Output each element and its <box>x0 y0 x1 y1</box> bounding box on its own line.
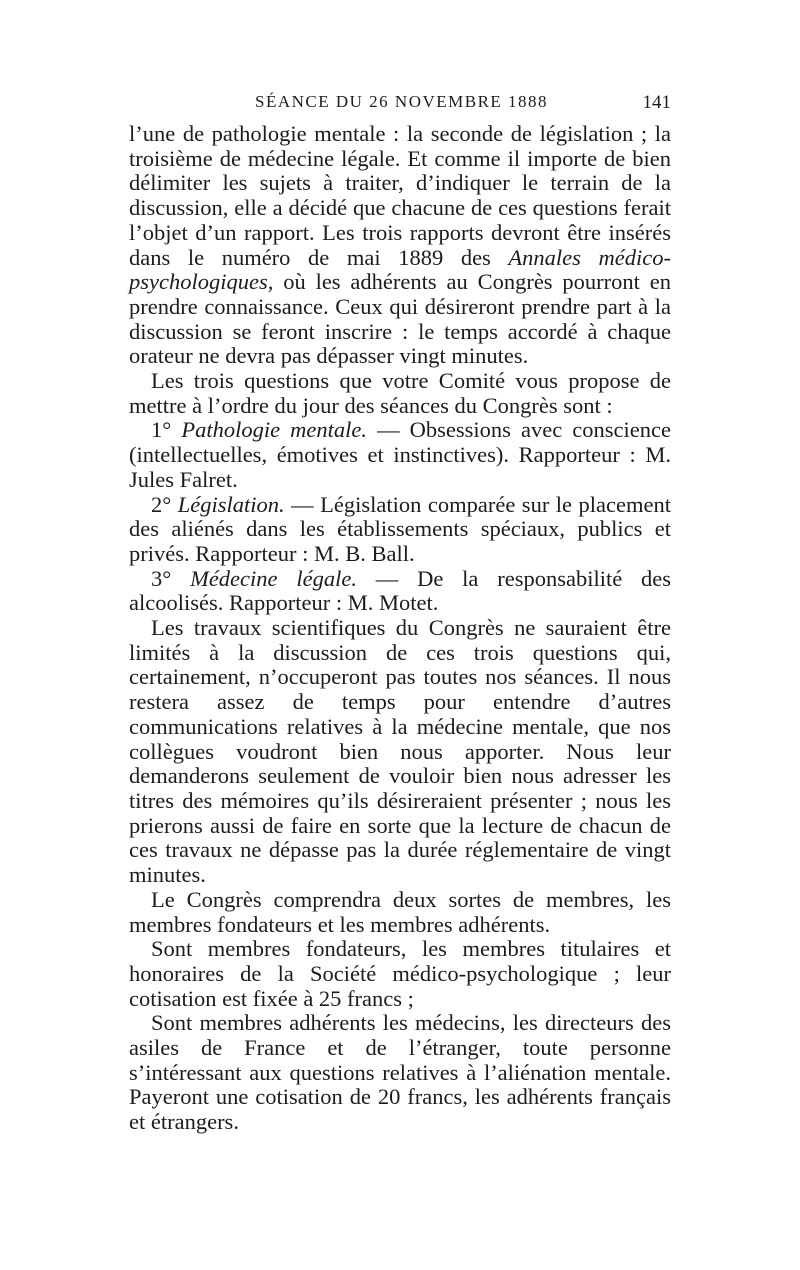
paragraph-questions-intro: Les trois questions que votre Comité vous propose de mettre à l’ordre du jour des séances du Congrès sont : <box>129 368 671 418</box>
question-item-pathology <box>129 418 671 492</box>
item-title: Médecine légale. <box>190 565 357 591</box>
paragraph-membership-types: Le Congrès comprendra deux sortes de membres, les membres fondateurs et les membres adhérents. <box>129 886 671 937</box>
paragraph-committee-decision <box>129 122 671 369</box>
paragraph-adherent-members: Sont membres adhérents les médecins, les directeurs des asiles de France et de l’étranger, toute personne s’intéressant aux questions relatives à l’aliénation mentale. Payeront une cotisation de 20 francs, les adhérents français et étrangers. <box>129 1010 671 1135</box>
item-number: 3° <box>151 565 191 591</box>
item-title: Législation. <box>177 491 285 517</box>
item-text: — Obsessions avec conscience (intellectuelles, émotives et instinctives). Rapporteur : M. Jules Falret. <box>129 417 671 492</box>
paragraph-founding-members: Sont membres fondateurs, les membres titulaires et honoraires de la Société médico-psychologique ; leur cotisation est fixée à 25 francs ; <box>129 936 671 1011</box>
book-page <box>129 92 671 1135</box>
running-head: SÉANCE DU 26 NOVEMBRE 1888 <box>255 92 549 111</box>
question-item-legislation <box>129 493 671 567</box>
item-text: — Législation comparée sur le placement des aliénés dans les établissements spéciaux, publics et privés. Rapporteur : M. B. Ball. <box>129 491 671 566</box>
paragraph-scientific-work: Les travaux scientifiques du Congrès ne sauraient être limités à la discussion de ces trois questions qui, certainement, n’occuperont pas toutes nos séances. Il nous restera assez de temps pour entendre d’autres communications relatives à la médecine mentale, que nos collègues voudront bien nous apporter. Nous leur demanderons seulement de vouloir bien nous adresser les titres des mémoires qu’ils désireraient présenter ; nous les prierons aussi de faire en sorte que la lecture de chacun de ces travaux ne dépasse pas la durée réglementaire de vingt minutes. <box>129 615 671 888</box>
item-title: Pathologie mentale. <box>181 417 368 443</box>
page-number: 141 <box>642 92 671 113</box>
paragraph-text: où les adhérents au Congrès pourront en prendre connaissance. Ceux qui désireront prendre part à la discussion se feront inscrire : le temps accordé à chaque orateur ne devra pas dépasser vingt minutes. <box>129 269 671 369</box>
question-item-legal-medicine <box>129 567 671 616</box>
journal-title: Annales médico-psychologiques, <box>129 244 671 295</box>
body-text <box>129 122 671 1135</box>
item-number: 1° <box>151 417 182 443</box>
item-number: 2° <box>151 491 178 517</box>
paragraph-text: l’une de pathologie mentale : la seconde de législation ; la troisième de médecine légale. Et comme il importe de bien délimiter les sujets à traiter, d’indiquer le terrain de la discussion, elle a décidé que chacune de ces questions ferait l’objet d’un rapport. Les trois rapports devront être insérés dans le numéro de mai 1889 des <box>129 121 671 270</box>
page-header <box>129 92 671 120</box>
item-text: — De la responsabilité des alcoolisés. Rapporteur : M. Motet. <box>129 565 672 616</box>
